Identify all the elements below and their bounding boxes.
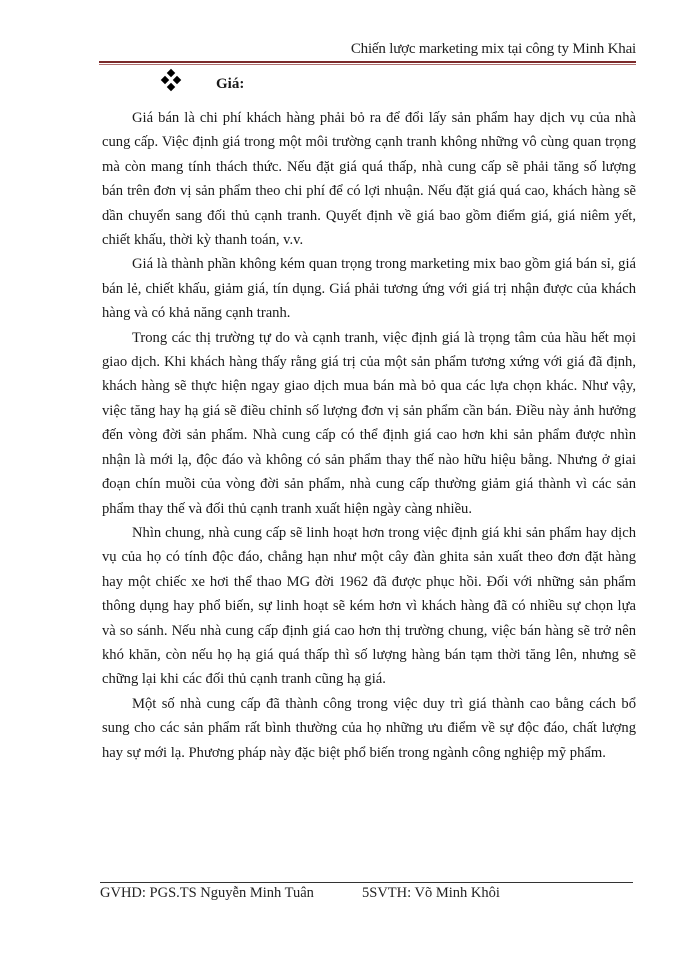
header-divider	[99, 61, 636, 65]
document-title: Chiến lược marketing mix tại công ty Minh Khai	[350, 41, 636, 57]
four-diamond-bullet-icon	[160, 69, 182, 91]
footer-line	[100, 884, 633, 902]
footer-advisor: GVHD: PGS.TS Nguyễn Minh Tuân	[100, 885, 314, 901]
page-footer	[100, 882, 633, 902]
section-heading	[160, 66, 244, 93]
paragraph: Giá bán là chi phí khách hàng phải bỏ ra để đổi lấy sản phẩm hay dịch vụ của nhà cung cấp. Việc định giá trong một môi trường cạnh tranh không những vô cùng quan trọng mà còn mang tính thách thức. Nếu đặt giá quá thấp, nhà cung cấp sẽ phải tăng số lượng bán trên đơn vị sản phẩm theo chi phí để có lợi nhuận. Nếu đặt giá quá cao, khách hàng sẽ dần chuyển sang đối thủ cạnh tranh. Quyết định về giá bao gồm điểm giá, giá niêm yết, chiết khấu, thời kỳ thanh toán, v.v.	[102, 110, 636, 249]
paragraph: Giá là thành phần không kém quan trọng trong marketing mix bao gồm giá bán sỉ, giá bán lẻ, chiết khấu, giảm giá, tín dụng. Giá phải tương ứng với giá trị nhận được của khách hàng và có khả năng cạnh tranh.	[102, 256, 636, 322]
paragraph: Một số nhà cung cấp đã thành công trong việc duy trì giá thành cao bằng cách bổ sung cho các sản phẩm rất bình thường của họ những ưu điểm về sự độc đáo, chất lượng hay sự mới lạ. Phương pháp này đặc biệt phổ biến trong ngành công nghiệp mỹ phẩm.	[102, 695, 636, 761]
paragraph: Nhìn chung, nhà cung cấp sẽ linh hoạt hơn trong việc định giá khi sản phẩm hay dịch vụ của họ có tính độc đáo, chẳng hạn như một cây đàn ghita sản xuất theo đơn đặt hàng hay một chiếc xe hơi thể thao MG đời 1962 đã được phục hồi. Đối với những sản phẩm thông dụng hay phổ biến, sự linh hoạt sẽ kém hơn vì khách hàng đã có nhiều sự chọn lựa và so sánh. Nếu nhà cung cấp định giá cao hơn thị trường chung, việc bán hàng sẽ trở nên khó khăn, còn nếu họ hạ giá quá thấp thì số lượng hàng bán tạm thời tăng lên, nhưng sẽ chững lại khi các đối thủ cạnh tranh cũng hạ giá.	[102, 524, 636, 688]
footer-student: 5SVTH: Võ Minh Khôi	[362, 885, 500, 901]
paragraph: Trong các thị trường tự do và cạnh tranh, việc định giá là trọng tâm của hầu hết mọi giao dịch. Khi khách hàng thấy rằng giá trị của một sản phẩm tương xứng với giá đã định, khách hàng sẽ thực hiện ngay giao dịch mua bán mà bỏ qua các lựa chọn khác. Như vậy, việc tăng hay hạ giá sẽ điều chỉnh số lượng đơn vị sản phẩm cần bán. Điều này ảnh hưởng đến vòng đời sản phẩm. Nhà cung cấp có thể định giá cao hơn khi sản phẩm được nhìn nhận là mới lạ, độc đáo và không có sản phẩm thay thế nào hữu hiệu bằng. Nhưng ở giai đoạn chín muồi của vòng đời sản phẩm, nhà cung cấp thường giảm giá thành vì các sản phẩm thay thế và đối thủ cạnh tranh xuất hiện ngày càng nhiều.	[102, 329, 636, 517]
footer-divider	[100, 882, 633, 883]
page-header	[99, 40, 636, 65]
body-text	[102, 106, 636, 765]
section-heading-label: Giá:	[216, 76, 245, 92]
